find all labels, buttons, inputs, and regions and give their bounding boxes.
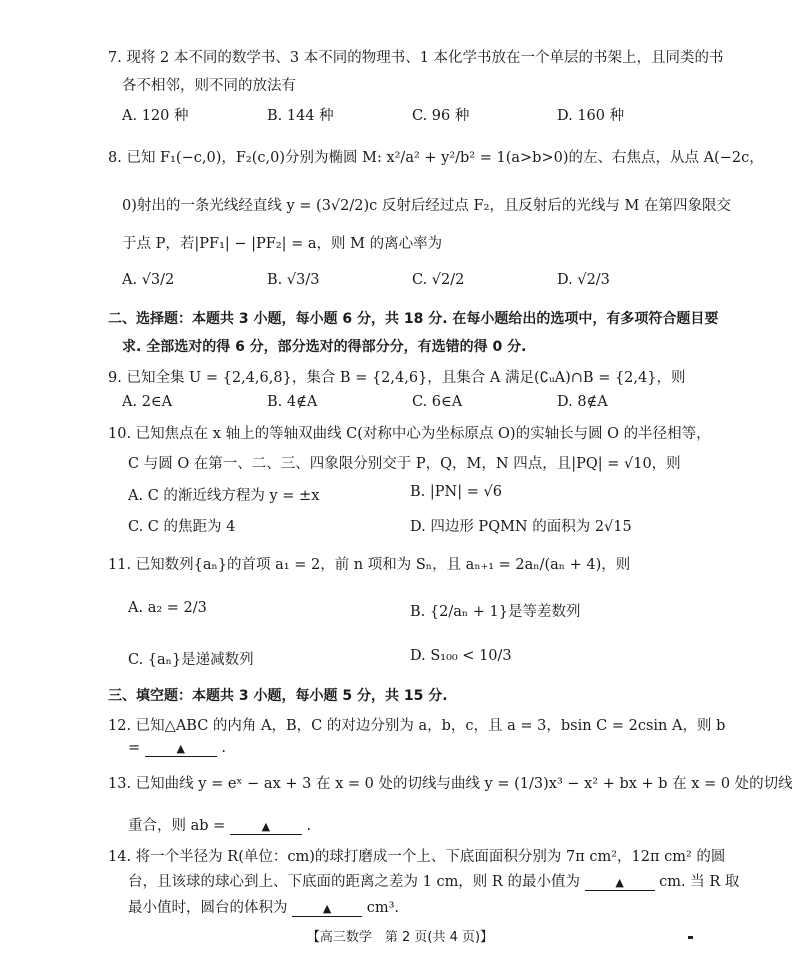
q12-equals: = [128,740,141,756]
q10-option-c: C. C 的焦距为 4 [128,519,236,535]
q11-options-row-2 [128,648,698,668]
q8-line-2: 0)射出的一条光线经直线 y = (3√2/2)c 反射后经过点 F₂，且反射后的光线与 M 在第四象限交 [122,198,731,214]
q12-period: . [221,740,226,756]
q11-option-a: A. a₂ = 2/3 [128,600,207,616]
q14-line-1: 14. 将一个半径为 R(单位：cm)的球打磨成一个上、下底面面积分别为 7π cm²，12π cm² 的圆 [108,849,726,865]
q14-line-2-suffix: cm. 当 R 取 [659,874,740,890]
q7-options [122,104,692,124]
q8-line-3: 于点 P，若|PF₁| − |PF₂| = a，则 M 的离心率为 [122,236,443,252]
q9-option-b: B. 4∉A [267,394,318,410]
q13-line-1: 13. 已知曲线 y = eˣ − ax + 3 在 x = 0 处的切线与曲线 y = (1/3)x³ − x² + bx + b 在 x = 0 处的切线 [108,776,793,792]
q14-line-2 [128,870,739,891]
q13-prefix: 重合，则 ab = [128,818,226,834]
q7-option-c: C. 96 种 [412,108,470,124]
q8-option-d: D. √2/3 [557,272,610,288]
q7-line-2: 各不相邻，则不同的放法有 [122,78,296,94]
q11-option-b: B. {2/aₙ + 1}是等差数列 [410,604,581,620]
triangle-icon: ▲ [615,876,624,889]
q10-line-2: C 与圆 O 在第一、二、三、四象限分别交于 P，Q，M，N 四点，且|PQ| = √10，则 [128,456,681,472]
q11-options-row-1 [128,600,698,620]
q8-option-c: C. √2/2 [412,272,465,288]
triangle-icon: ▲ [261,820,271,833]
q14-answer-blank-2[interactable] [292,901,362,917]
q7-option-d: D. 160 种 [557,108,625,124]
q8-option-b: B. √3/3 [267,272,320,288]
q9-option-a: A. 2∈A [122,394,173,410]
section-2-line-1: 二、选择题：本题共 3 小题，每小题 6 分，共 18 分. 在每小题给出的选项中，有多项符合题目要 [108,311,719,327]
page-footer: 【高三数学 第 2 页(共 4 页)】 [306,930,494,945]
q14-answer-blank-1[interactable] [585,875,655,891]
q14-line-2-prefix: 台，且该球的球心到上、下底面的距离之差为 1 cm，则 R 的最小值为 [128,874,580,890]
q12-answer-blank[interactable] [145,741,217,757]
q14-line-3 [128,896,399,917]
q13-period: . [306,818,312,834]
q11-line-1: 11. 已知数列{aₙ}的首项 a₁ = 2，前 n 项和为 Sₙ，且 aₙ₊₁ = 2aₙ/(aₙ + 4)，则 [108,557,631,573]
q11-option-c: C. {aₙ}是递减数列 [128,652,254,668]
q12-line-1: 12. 已知△ABC 的内角 A，B，C 的对边分别为 a，b，c，且 a = 3，bsin C = 2csin A，则 b [108,718,726,734]
q10-option-b: B. |PN| = √6 [410,484,502,500]
q10-options-row-2 [128,515,698,535]
q9-option-c: C. 6∈A [412,394,463,410]
triangle-icon: ▲ [176,742,185,755]
q9-option-d: D. 8∉A [557,394,608,410]
q8-options [122,272,692,292]
q10-option-a: A. C 的渐近线方程为 y = ±x [128,488,320,504]
section-2-line-2: 求. 全部选对的得 6 分，部分选对的得部分分，有选错的得 0 分. [122,339,527,355]
scan-mark [688,936,693,939]
q14-line-3-prefix: 最小值时，圆台的体积为 [128,900,288,916]
q7-option-b: B. 144 种 [267,108,334,124]
q10-option-d: D. 四边形 PQMN 的面积为 2√15 [410,519,632,535]
q7-line-1: 7. 现将 2 本不同的数学书、3 本不同的物理书、1 本化学书放在一个单层的书架上，且同类的书 [108,50,724,66]
q11-option-d: D. S₁₀₀ < 10/3 [410,648,512,664]
q12-line-2 [128,740,226,757]
q7-option-a: A. 120 种 [122,108,189,124]
q8-option-a: A. √3/2 [122,272,175,288]
q8-line-1: 8. 已知 F₁(−c,0)，F₂(c,0)分别为椭圆 M: x²/a² + y²/b² = 1(a>b>0)的左、右焦点，从点 A(−2c， [108,150,764,166]
section-3-title: 三、填空题：本题共 3 小题，每小题 5 分，共 15 分. [108,688,448,704]
q13-line-2 [128,814,311,835]
q13-answer-blank[interactable] [230,819,302,835]
q9-line-1: 9. 已知全集 U = {2,4,6,8}，集合 B = {2,4,6}，且集合 A 满足(∁ᵤA)∩B = {2,4}，则 [108,370,686,386]
triangle-icon: ▲ [322,902,332,915]
q14-line-3-suffix: cm³. [366,900,400,916]
q10-line-1: 10. 已知焦点在 x 轴上的等轴双曲线 C(对称中心为坐标原点 O)的实轴长与圆 O 的半径相等， [108,426,711,442]
q9-options [122,394,692,414]
q10-options-row-1 [128,484,698,504]
